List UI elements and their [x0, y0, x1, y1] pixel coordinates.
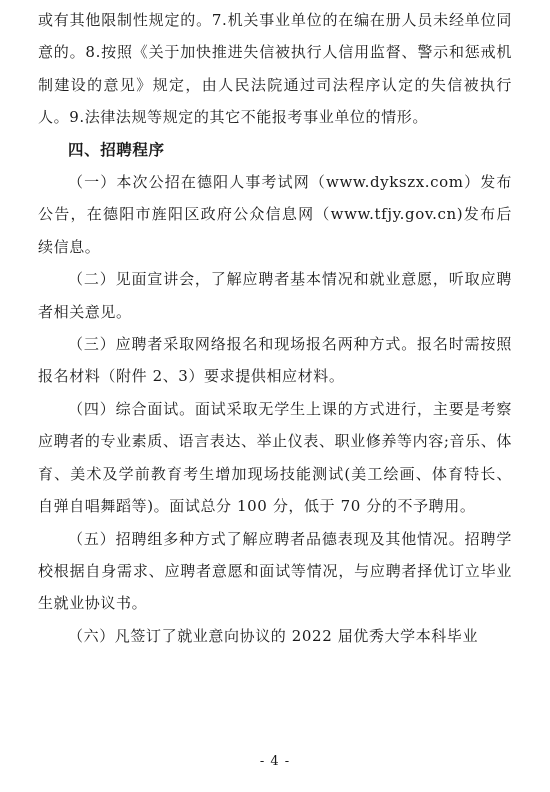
paragraph-procedure-3: （三）应聘者采取网络报名和现场报名两种方式。报名时需按照报名材料（附件 2、3）要求提供相应材料。	[38, 335, 512, 386]
paragraph-restrictions-continued: 或有其他限制性规定的。7.机关事业单位的在编在册人员未经单位同意的。8.按照《关于加快推进失信被执行人信用监督、警示和惩戒机制建设的意见》规定，由人民法院通过司法程序认定的失信被执行人。9.法律法规等规定的其它不能报考事业单位的情形。	[38, 11, 512, 127]
page-number: - 4 -	[259, 754, 291, 769]
paragraph-procedure-6: （六）凡签订了就业意向协议的 2022 届优秀大学本科毕业	[68, 626, 479, 645]
paragraph-procedure-1: （一）本次公招在德阳人事考试网（www.dykszx.com）发布公告，在德阳市旌阳区政府公众信息网（www.tfjy.gov.cn)发布后续信息。	[38, 173, 512, 256]
document-body	[38, 4, 512, 652]
paragraph-procedure-2: （二）见面宣讲会，了解应聘者基本情况和就业意愿，听取应聘者相关意见。	[38, 270, 512, 321]
section-heading-recruitment-procedure: 四、招聘程序	[68, 140, 165, 159]
paragraph-procedure-4: （四）综合面试。面试采取无学生上课的方式进行，主要是考察应聘者的专业素质、语言表达、举止仪表、职业修养等内容;音乐、体育、美术及学前教育考生增加现场技能测试(美工绘画、体育特长、自弹自唱舞蹈等)。面试总分 100 分，低于 70 分的不予聘用。	[38, 399, 512, 516]
paragraph-procedure-5: （五）招聘组多种方式了解应聘者品德表现及其他情况。招聘学校根据自身需求、应聘者意愿和面试等情况，与应聘者择优订立毕业生就业协议书。	[38, 529, 512, 613]
